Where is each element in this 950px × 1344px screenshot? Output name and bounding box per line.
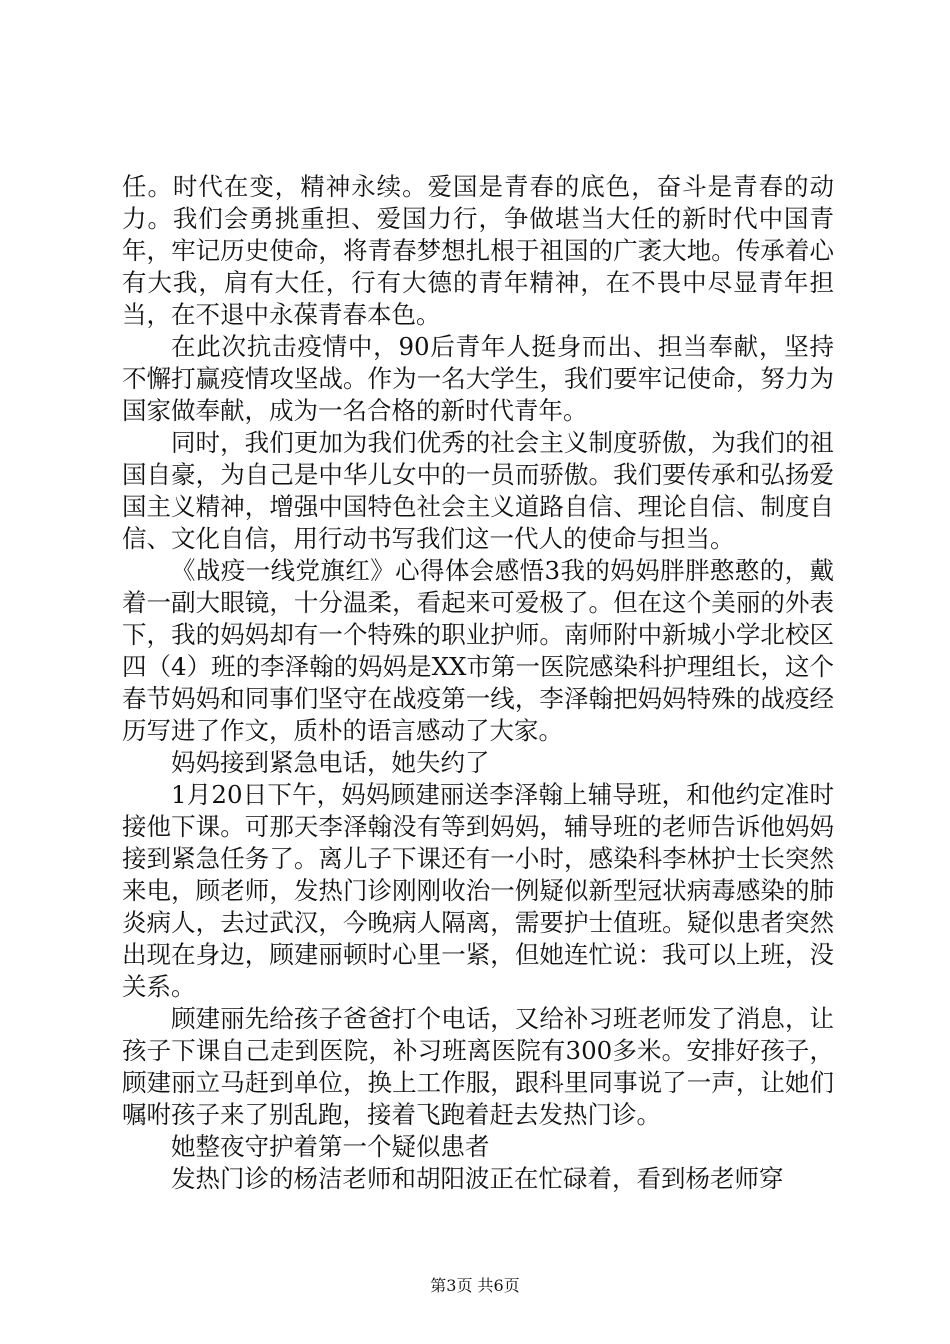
paragraph-continuation: 任。时代在变，精神永续。爱国是青春的底色，奋斗是青春的动力。我们会勇挑重担、爱国力行，争做堪当大任的新时代中国青年，牢记历史使命，将青春梦想扎根于祖国的广袤大地。传承着心有大我，肩有大任，行有大德的青年精神，在不畏中尽显青年担当，在不退中永葆青春本色。 <box>122 172 834 329</box>
document-body <box>122 171 834 1195</box>
paragraph-essay-intro: 《战疫一线党旗红》心得体会感悟3我的妈妈胖胖憨憨的，戴着一副大眼镜，十分温柔，看起来可爱极了。但在这个美丽的外表下，我的妈妈却有一个特殊的职业护师。南师附中新城小学北校区四（4）班的李泽翰的妈妈是XX市第一医院感染科护理组长，这个春节妈妈和同事们坚守在战疫第一线，李泽翰把妈妈特殊的战疫经历写进了作文，质朴的语言感动了大家。 <box>122 556 834 745</box>
paragraph-january-20: 1月20日下午，妈妈顾建丽送李泽翰上辅导班，和他约定准时接他下课。可那天李泽翰没有等到妈妈，辅导班的老师告诉他妈妈接到紧急任务了。离儿子下课还有一小时，感染科李林护士长突然来电，顾老师，发热门诊刚刚收治一例疑似新型冠状病毒感染的肺炎病人，去过武汉，今晚病人隔离，需要护士值班。疑似患者突然出现在身边，顾建丽顿时心里一紧，但她连忙说：我可以上班，没关系。 <box>122 780 834 1001</box>
page-footer: 第3页 共6页 <box>430 1276 520 1295</box>
paragraph-youth-pandemic: 在此次抗击疫情中，90后青年人挺身而出、担当奉献，坚持不懈打赢疫情攻坚战。作为一名大学生，我们要牢记使命，努力为国家做奉献，成为一名合格的新时代青年。 <box>122 332 834 425</box>
section-heading-overnight: 她整夜守护着第一个疑似患者 <box>171 1132 490 1161</box>
paragraph-socialist-system: 同时，我们更加为我们优秀的社会主义制度骄傲，为我们的祖国自豪，为自己是中华儿女中的一员而骄傲。我们要传承和弘扬爱国主义精神，增强中国特色社会主义道路自信、理论自信、制度自信、文化自信，用行动书写我们这一代人的使命与担当。 <box>122 428 834 553</box>
section-heading-urgent-call: 妈妈接到紧急电话，她失约了 <box>171 748 490 777</box>
paragraph-fever-clinic: 发热门诊的杨洁老师和胡阳波正在忙碌着，看到杨老师穿 <box>171 1164 784 1193</box>
paragraph-arrangements: 顾建丽先给孩子爸爸打个电话，又给补习班老师发了消息，让孩子下课自己走到医院，补习班离医院有300多米。安排好孩子，顾建丽立马赶到单位，换上工作服，跟科里同事说了一声，让她们嘱咐孩子来了别乱跑，接着飞跑着赶去发热门诊。 <box>122 1004 834 1129</box>
